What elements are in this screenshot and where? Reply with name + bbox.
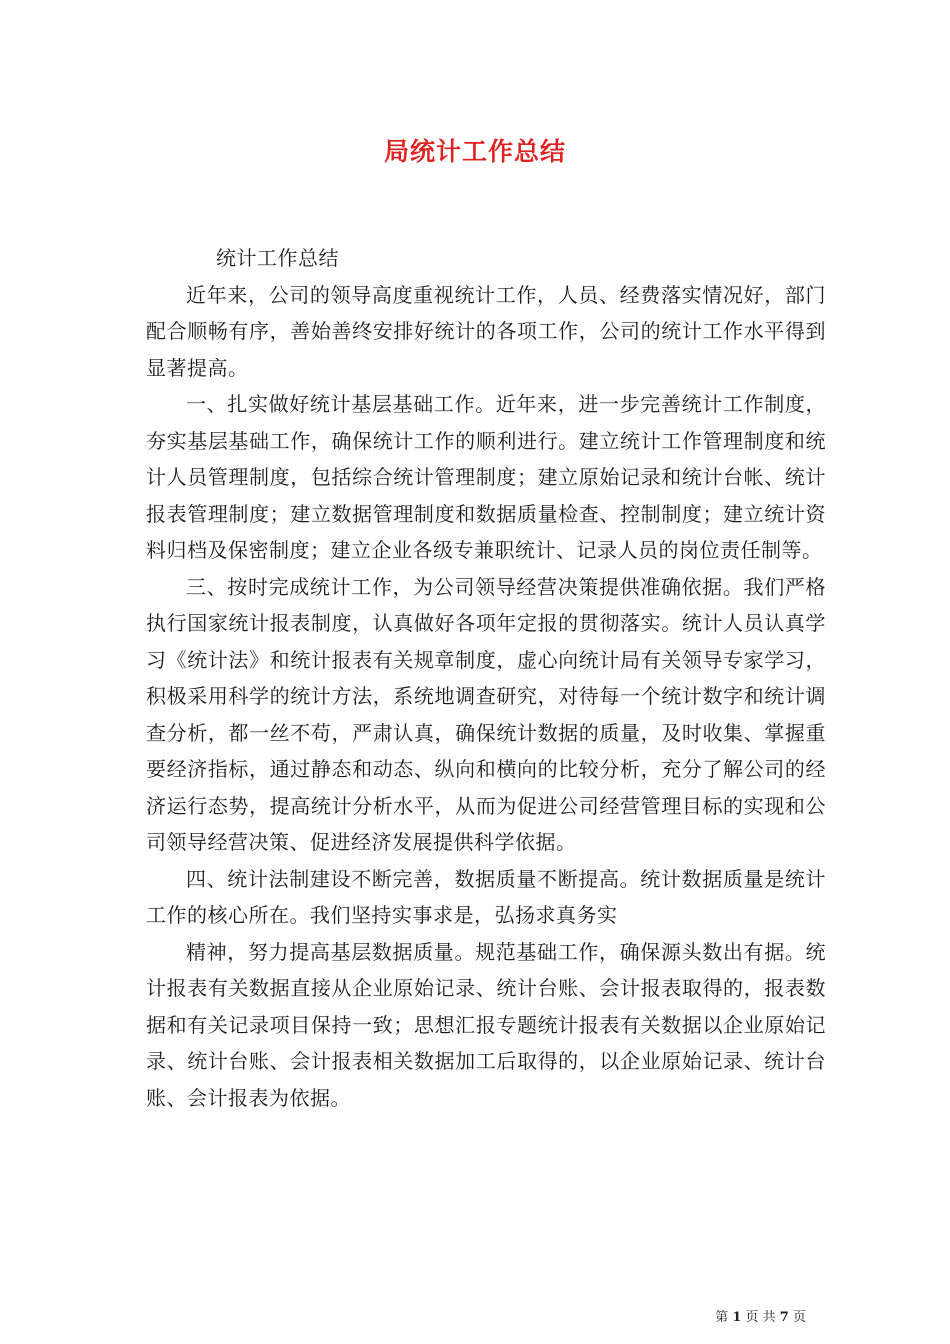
- paragraph-section-4: 四、统计法制建设不断完善，数据质量不断提高。统计数据质量是统计工作的核心所在。我们坚持实事求是，弘扬求真务实: [146, 866, 826, 927]
- footer-prefix: 第: [715, 1310, 729, 1325]
- document-title: 局统计工作总结: [383, 137, 566, 166]
- paragraph-section-1: 一、扎实做好统计基层基础工作。近年来，进一步完善统计工作制度，夯实基层基础工作，确保统计工作的顺利进行。建立统计工作管理制度和统计人员管理制度，包括综合统计管理制度；建立原始记录和统计台帐、统计报表管理制度；建立数据管理制度和数据质量检查、控制制度；建立统计资料归档及保密制度；建立企业各级专兼职统计、记录人员的岗位责任制等。: [146, 392, 826, 562]
- footer-middle: 页 共: [745, 1310, 776, 1325]
- paragraph-section-3: 三、按时完成统计工作，为公司领导经营决策提供准确依据。我们严格执行国家统计报表制度，认真做好各项年定报的贯彻落实。统计人员认真学习《统计法》和统计报表有关规章制度，虚心向统计局有关领导专家学习，积极采用科学的统计方法，系统地调查研究，对待每一个统计数字和统计调查分析，都一丝不苟，严肃认真，确保统计数据的质量，及时收集、掌握重要经济指标，通过静态和动态、纵向和横向的比较分析，充分了解公司的经济运行态势，提高统计分析水平，从而为促进公司经营管理目标的实现和公司领导经营决策、促进经济发展提供科学依据。: [146, 574, 826, 854]
- footer-current-page: 1: [732, 1310, 742, 1325]
- paragraph-continuation: 精神，努力提高基层数据质量。规范基础工作，确保源头数出有据。统计报表有关数据直接从企业原始记录、统计台账、会计报表取得的，报表数据和有关记录项目保持一致；思想汇报专题统计报表有关数据以企业原始记录、统计台账、会计报表相关数据加工后取得的，以企业原始记录、统计台账、会计报表为依据。: [146, 939, 826, 1110]
- paragraph-intro: 近年来，公司的领导高度重视统计工作，人员、经费落实情况好，部门配合顺畅有序，善始善终安排好统计的各项工作，公司的统计工作水平得到显著提高。: [146, 282, 826, 380]
- document-body: [146, 240, 826, 1116]
- section-heading: 统计工作总结: [216, 246, 339, 270]
- page-number-footer: [520, 1306, 806, 1325]
- footer-total-pages: 7: [779, 1310, 789, 1325]
- footer-suffix: 页: [792, 1310, 806, 1325]
